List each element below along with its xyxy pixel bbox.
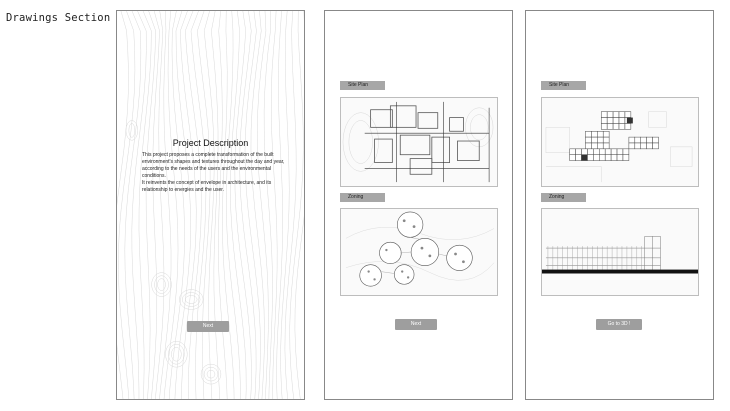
project-description-text (142, 152, 294, 195)
go-to-3d-button[interactable]: Go to 3D ! (596, 319, 642, 330)
description-paragraph-1: This project proposes a complete transformation of the built environment's shapes and textures throughout the day and year, according to the needs of the users and the environmental conditions. (142, 152, 285, 180)
zoning-label: Zoning (541, 193, 586, 202)
project-description-title: Project Description (172, 138, 249, 148)
zoning-section-graphic (542, 209, 698, 295)
description-paragraph-2: It reinvents the concept of envelope in architecture, and its relationship to energies and the user. (142, 180, 272, 194)
zoning-drawing-graphic (341, 209, 497, 295)
site-plan-drawing-graphic (341, 98, 497, 186)
section-title: Drawings Section (6, 12, 111, 24)
site-plan-drawing[interactable] (541, 97, 699, 187)
contour-lines-background (117, 11, 304, 399)
description-panel (116, 10, 305, 400)
drawings-panel-2 (525, 10, 714, 400)
site-plan-drawing-graphic (542, 98, 698, 186)
site-plan-label: Site Plan (340, 81, 385, 90)
zoning-drawing[interactable] (340, 208, 498, 296)
zoning-drawing[interactable] (541, 208, 699, 296)
next-button[interactable]: Next (187, 321, 229, 332)
site-plan-drawing[interactable] (340, 97, 498, 187)
site-plan-label: Site Plan (541, 81, 586, 90)
drawings-panel-1 (324, 10, 513, 400)
next-button[interactable]: Next (395, 319, 437, 330)
zoning-label: Zoning (340, 193, 385, 202)
